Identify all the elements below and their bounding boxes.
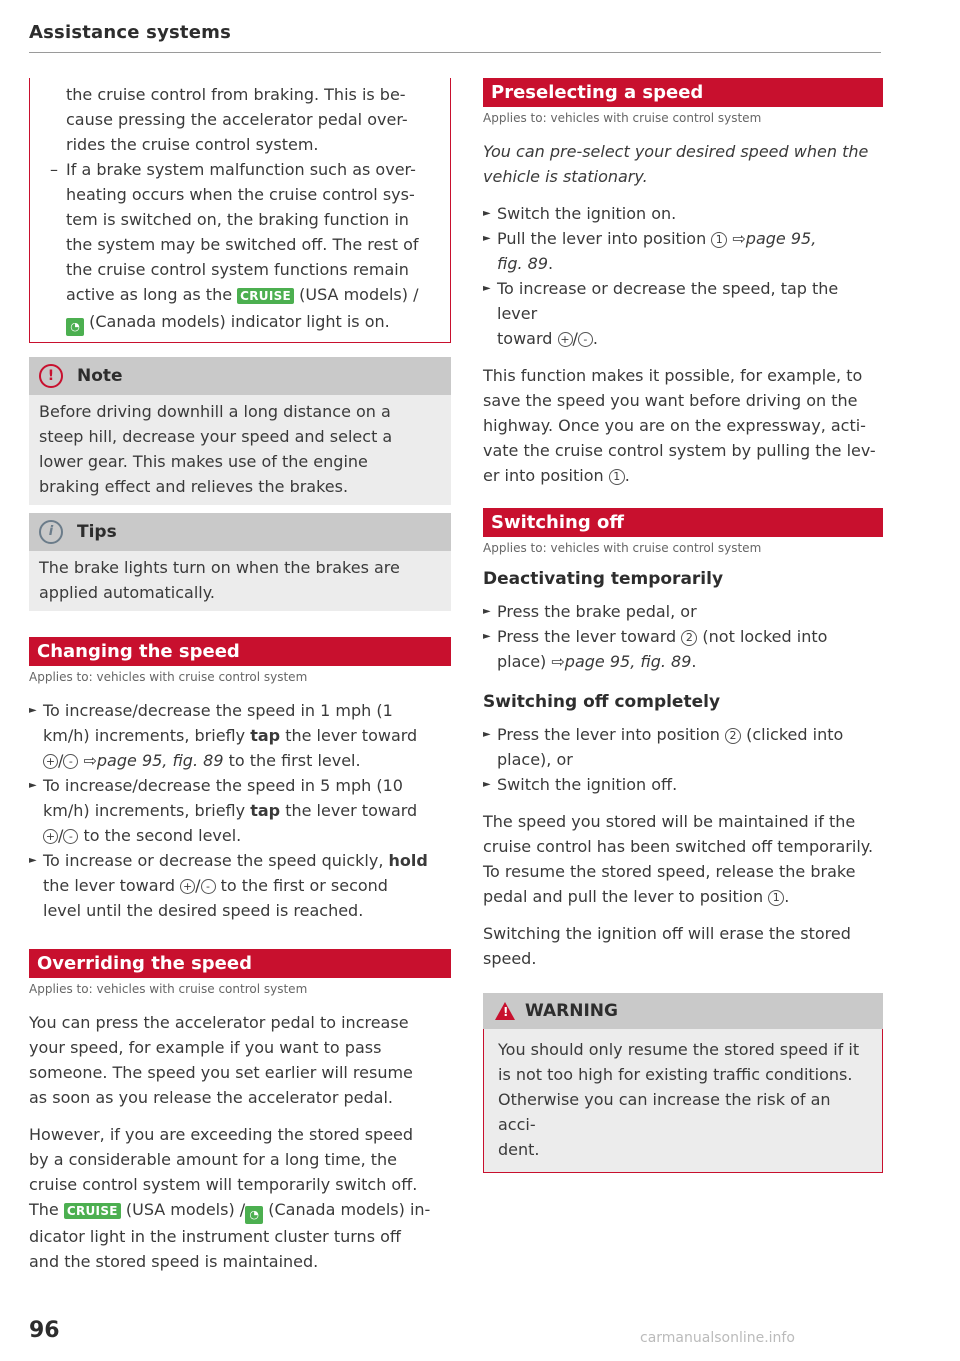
- list-line: Switch the ignition off.: [497, 775, 678, 794]
- body-line: cruise control has been switched off temporarily.: [483, 837, 874, 856]
- list-item: ► To increase or decrease the speed quickly, hold the lever toward + / - to the first or second level until the desired speed is reached.: [29, 848, 451, 923]
- list-line: the lever toward: [43, 876, 176, 895]
- page-reference: page 95,: [745, 229, 817, 248]
- warning-line: Otherwise you can increase the risk of an acci-: [498, 1090, 831, 1134]
- left-column: [29, 78, 451, 1274]
- tips-line: The brake lights turn on when the brakes are: [39, 558, 400, 577]
- header-rule: [29, 52, 881, 53]
- exclamation-icon: !: [39, 364, 63, 388]
- section-title-changing: Changing the speed: [29, 637, 451, 666]
- box-line: the cruise control from braking. This is be-: [66, 85, 406, 104]
- warning-line: You should only resume the stored speed if it: [498, 1040, 860, 1059]
- section-title-preselecting: Preselecting a speed: [483, 78, 883, 107]
- arrow-icon: ⇨: [83, 751, 97, 770]
- tips-body: [29, 551, 451, 611]
- list-line: Press the lever toward: [497, 627, 677, 646]
- list-line: toward: [497, 329, 553, 348]
- tips-header: [29, 513, 451, 551]
- period: .: [624, 466, 630, 485]
- subheading-completely: Switching off completely: [483, 692, 721, 712]
- applies-to: Applies to: vehicles with cruise control system: [29, 670, 308, 684]
- speedometer-indicator-icon: ◔: [245, 1206, 263, 1224]
- arrow-icon: ⇨: [551, 652, 565, 671]
- info-icon: i: [39, 520, 63, 544]
- applies-to: Applies to: vehicles with cruise control system: [483, 541, 762, 555]
- body-line: save the speed you want before driving on the: [483, 391, 858, 410]
- warning-line: dent.: [498, 1140, 540, 1159]
- position-1-icon: 1: [609, 469, 625, 485]
- minus-icon: -: [63, 754, 78, 769]
- box-line: If a brake system malfunction such as over-: [66, 160, 416, 179]
- period: .: [548, 254, 554, 273]
- body-line: your speed, for example if you want to pass: [29, 1038, 382, 1057]
- list-line: (clicked into: [746, 725, 844, 744]
- intro-line: You can pre-select your desired speed when the: [483, 142, 869, 161]
- body-line: er into position: [483, 466, 604, 485]
- applies-to: Applies to: vehicles with cruise control system: [483, 111, 762, 125]
- list-line: Press the lever into position: [497, 725, 720, 744]
- plus-icon: +: [180, 879, 195, 894]
- list-item: [483, 624, 883, 674]
- position-1-icon: 1: [768, 890, 784, 906]
- note-title: Note: [77, 366, 123, 386]
- list-line: ► To increase/decrease the speed in 5 mph (10: [43, 776, 403, 795]
- warning-line: is not too high for existing traffic conditions.: [498, 1065, 853, 1084]
- minus-icon: -: [63, 829, 78, 844]
- tips-line: applied automatically.: [39, 583, 215, 602]
- body-line: pedal and pull the lever to position: [483, 887, 764, 906]
- period: .: [691, 652, 697, 671]
- body-line: and the stored speed is maintained.: [29, 1252, 319, 1271]
- body-line: The speed you stored will be maintained if the: [483, 812, 856, 831]
- position-2-icon: 2: [681, 630, 697, 646]
- body-line: To resume the stored speed, release the brake: [483, 862, 856, 881]
- section-title-switching-off: Switching off: [483, 508, 883, 537]
- plus-icon: +: [43, 829, 58, 844]
- page-reference: page 95, fig. 89: [96, 751, 224, 770]
- list-line: the lever toward: [285, 801, 418, 820]
- body-line: (Canada models) in-: [268, 1200, 431, 1219]
- list-line: level until the desired speed is reached.: [43, 901, 364, 920]
- page-number: 96: [29, 1318, 60, 1343]
- body-line: The: [29, 1200, 59, 1219]
- applies-to: Applies to: vehicles with cruise control system: [29, 982, 308, 996]
- list-line: ► To increase/decrease the speed in 1 mph (1: [43, 701, 393, 720]
- note-line: lower gear. This makes use of the engine: [39, 452, 368, 471]
- cruise-indicator-icon: CRUISE: [64, 1203, 121, 1219]
- list-line: ► To increase or decrease the speed, tap the lever: [497, 279, 839, 323]
- note-line: steep hill, decrease your speed and select a: [39, 427, 393, 446]
- list-line: place): [497, 652, 547, 671]
- period: .: [592, 329, 598, 348]
- list-line: to the first level.: [228, 751, 361, 770]
- box-line: the system may be switched off. The rest of: [66, 235, 419, 254]
- body-line: as soon as you release the accelerator pedal.: [29, 1088, 393, 1107]
- list-line: To increase or decrease the speed quickly,: [43, 851, 384, 870]
- right-column: [483, 78, 883, 1173]
- list-item: ► To increase/decrease the speed in 5 mph (10 km/h) increments, briefly tap the lever toward + / - to the second level.: [29, 773, 451, 848]
- body-line: dicator light in the instrument cluster turns off: [29, 1227, 401, 1246]
- list-item: [483, 599, 883, 624]
- body-line: You can press the accelerator pedal to increase: [29, 1013, 409, 1032]
- box-line: (USA models) /: [299, 285, 419, 304]
- warning-header: [483, 993, 883, 1029]
- note-line: braking effect and relieves the brakes.: [39, 477, 349, 496]
- body-line: someone. The speed you set earlier will resume: [29, 1063, 413, 1082]
- list-line: Press the brake pedal, or: [497, 602, 697, 621]
- tips-title: Tips: [77, 522, 117, 542]
- plus-icon: +: [43, 754, 58, 769]
- warning-triangle-icon: !: [495, 1002, 515, 1020]
- body-line: cruise control system will temporarily switch off.: [29, 1175, 418, 1194]
- box-line: (Canada models) indicator light is on.: [89, 312, 390, 331]
- list-line: (not locked into: [702, 627, 828, 646]
- arrow-icon: ⇨: [732, 229, 746, 248]
- list-line: km/h) increments, briefly: [43, 801, 246, 820]
- list-item: [483, 722, 883, 772]
- body-line: Switching the ignition off will erase the stored: [483, 924, 851, 943]
- page-reference: fig. 89: [497, 254, 549, 273]
- tap-emphasis: tap: [250, 801, 281, 820]
- list-line: km/h) increments, briefly: [43, 726, 246, 745]
- tap-emphasis: tap: [250, 726, 281, 745]
- warning-title: WARNING: [525, 1001, 618, 1021]
- body-line: vate the cruise control system by pulling the lev-: [483, 441, 876, 460]
- section-title-overriding: Overriding the speed: [29, 949, 451, 978]
- page-reference: page 95, fig. 89: [564, 652, 692, 671]
- plus-icon: +: [558, 332, 573, 347]
- list-item: [483, 226, 883, 276]
- list-item: [483, 772, 883, 797]
- intro-line: vehicle is stationary.: [483, 167, 648, 186]
- position-1-icon: 1: [711, 232, 727, 248]
- body-line: by a considerable amount for a long time, the: [29, 1150, 398, 1169]
- period: .: [784, 887, 790, 906]
- list-line: to the second level.: [83, 826, 242, 845]
- list-line: Switch the ignition on.: [497, 204, 677, 223]
- body-line: speed.: [483, 949, 537, 968]
- body-line: (USA models) /: [125, 1200, 246, 1219]
- box-line: tem is switched on, the braking function in: [66, 210, 409, 229]
- box-line: the cruise control system functions remain: [66, 260, 409, 279]
- list-line: the lever toward: [285, 726, 418, 745]
- minus-icon: -: [201, 879, 216, 894]
- list-item: [483, 201, 883, 226]
- cruise-indicator-icon: CRUISE: [237, 288, 294, 304]
- note-line: Before driving downhill a long distance on a: [39, 402, 391, 421]
- list-line: place), or: [497, 750, 573, 769]
- list-item: ► To increase/decrease the speed in 1 mph (1 km/h) increments, briefly tap the lever toward + / - ⇨page 95, fig. 89 to the first level.: [29, 698, 451, 773]
- watermark: carmanualsonline.info: [640, 1330, 795, 1346]
- subheading-temporarily: Deactivating temporarily: [483, 569, 724, 589]
- box-line: heating occurs when the cruise control sys-: [66, 185, 415, 204]
- body-line: highway. Once you are on the expressway, acti-: [483, 416, 866, 435]
- warning-continuation-box: the cruise control from braking. This is be- cause pressing the accelerator pedal over- rides the cruise control system. – If a brake system malfunction such as over- heating occurs when the cruise control sys- tem is switched on, the braking function in the system may be switched off. The rest of the cruise control system functions remain active as long as the CRUISE (USA models) / ◔ (Canada models) indicator light is on.: [29, 78, 451, 343]
- list-line: Pull the lever into position: [497, 229, 707, 248]
- box-line: cause pressing the accelerator pedal over-: [66, 110, 408, 129]
- note-header: [29, 357, 451, 395]
- minus-icon: -: [578, 332, 593, 347]
- list-item: ► To increase or decrease the speed, tap the lever toward + / - .: [483, 276, 883, 351]
- running-header: Assistance systems: [29, 22, 231, 43]
- body-line: This function makes it possible, for example, to: [483, 366, 863, 385]
- position-2-icon: 2: [725, 728, 741, 744]
- box-line: rides the cruise control system.: [66, 135, 319, 154]
- warning-body: [483, 1029, 883, 1173]
- box-line: active as long as the: [66, 285, 233, 304]
- list-line: to the first or second: [220, 876, 388, 895]
- body-line: However, if you are exceeding the stored speed: [29, 1125, 414, 1144]
- speedometer-indicator-icon: ◔: [66, 318, 84, 336]
- note-body: [29, 395, 451, 505]
- hold-emphasis: hold: [388, 851, 428, 870]
